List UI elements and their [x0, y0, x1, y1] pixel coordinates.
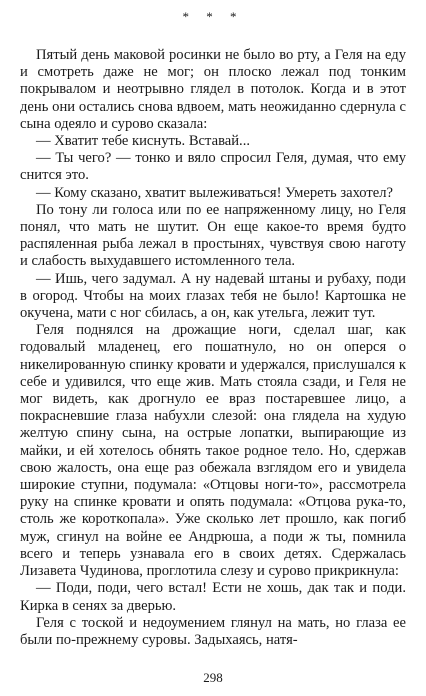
body-text: [20, 47, 406, 649]
book-page: [20, 0, 406, 696]
paragraph: Геля с тоской и недоумением глянул на мать, но глаза ее были по-прежнему суровы. Задыхаясь, натя-: [20, 614, 406, 648]
paragraph: Пятый день маковой росинки не было во рту, а Геля на еду и смотреть даже не мог; он плоско лежал под тонким покрывалом и неотрывно глядел в потолок. Когда и в этот день они остались снова вдвоем, мать неожиданно сдернула с сына одеяло и сурово сказала:: [20, 47, 406, 132]
paragraph: — Ты чего? — тонко и вяло спросил Геля, думая, что ему снится это.: [20, 150, 406, 184]
paragraph: — Ишь, чего задумал. А ну надевай штаны и рубаху, поди в огород. Чтобы на моих глазах тебя не было! Картошка не окучена, мати с ног сбилась, а он, как утельга, лежит тут.: [20, 270, 406, 322]
paragraph: Геля поднялся на дрожащие ноги, сделал шаг, как годовалый младенец, его пошатнуло, но он оперся о никелированную спинку кровати и удержался, прислушался к себе и удивился, что еще жив. Мать стояла сзади, и Геля не мог видеть, как дрогнуло ее враз постаревшее лицо, а покрасневшие глаза набухли слезой: она глядела на худую желтую спину сына, на острые лопатки, выпирающие из майки, и ей хотелось обнять такое родное тело. Но, сдержав свою жалость, она еще раз обежала взглядом его и увидела широкие ступни, подумала: «Отцовы ноги-то», рассмотрела руку на спинке кровати и опять подумала: «Отцова рука-то, столь же короткопала». Уже сколько лет прошло, как погиб муж, сгинул на войне ее Андрюша, а поди ж ты, помнила всего и теперь узнавала его в своих детях. Сдержалась Лизавета Чудинова, проглотила слезу и сурово прикрикнула:: [20, 322, 406, 580]
paragraph: По тону ли голоса или по ее напряженному лицу, но Геля понял, что мать не шутит. Он еще какое-то время будто распяленная рыба лежал в простынях, чувствуя свою наготу и слабость выхудавшего истомленного тела.: [20, 201, 406, 270]
paragraph: — Хватит тебе киснуть. Вставай...: [36, 133, 250, 150]
paragraph: — Кому сказано, хватит вылеживаться! Умереть захотел?: [36, 184, 394, 201]
section-break-asterisks: * * *: [182, 9, 244, 24]
page-number: 298: [203, 670, 223, 685]
paragraph: — Поди, поди, чего встал! Ести не хошь, дак так и поди. Кирка в сенях за дверью.: [20, 580, 406, 614]
